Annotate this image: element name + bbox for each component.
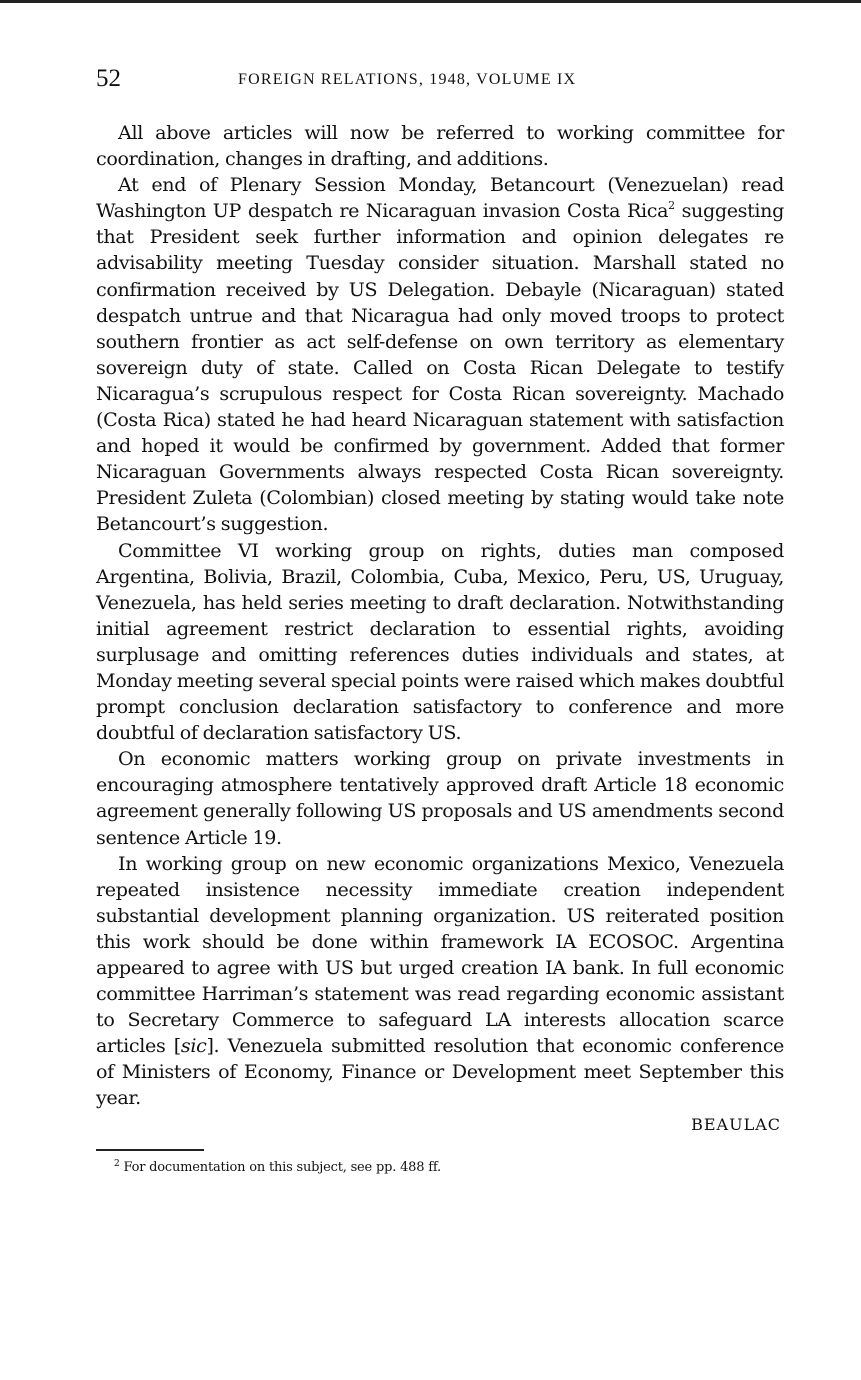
paragraph-1: All above articles will now be referred to working committee for coordination, changes in drafting, and additions. [96, 121, 784, 171]
paragraph-2-text-a: At end of Plenary Session Monday, Betancourt (Venezuelan) read Washington UP despatch re Nicaraguan invasion Costa Rica [96, 173, 784, 223]
signature: BEAULAC [691, 1114, 781, 1134]
paragraph-4: On economic matters working group on private investments in encouraging atmosphere tentatively approved draft Article 18 economic agreement generally following US proposals and US amendments second sentence Article 19. [96, 747, 784, 849]
sic-annotation: sic [180, 1034, 207, 1058]
paragraph-3: Committee VI working group on rights, duties man composed Argentina, Bolivia, Brazil, Colombia, Cuba, Mexico, Peru, US, Uruguay, Venezuela, has held series meeting to draft declaration. Notwithstanding initial agreement restrict declaration to essential rights, avoiding surplusage and omitting references duties individuals and states, at Monday meeting several special points were raised which makes doubtful prompt conclusion declaration satisfactory to conference and more doubtful of declaration satisfactory US. [96, 538, 784, 745]
paragraph-2-text-b: suggesting that President seek further information and opinion delegates re advisability meeting Tuesday consider situation. Marshall stated no confirmation received by US Delegation. Debayle (Nicaraguan) stated despatch untrue and that Nicaragua had only moved troops to protect southern frontier as act self-defense on own territory as elementary sovereign duty of state. Called on Costa Rican Delegate to testify Nicaragua’s scrupulous respect for Costa Rican sovereignty. Machado (Costa Rica) stated he had heard Nicaraguan statement with satisfaction and hoped it would be confirmed by government. Added that former Nicaraguan Governments always respected Costa Rican sovereignty. President Zuleta (Colombian) closed meeting by stating would take note Betancourt’s suggestion. [96, 199, 785, 536]
paragraph-5 [96, 851, 784, 1112]
running-title: FOREIGN RELATIONS, 1948, VOLUME IX [238, 71, 577, 88]
footnote-text: For documentation on this subject, see pp. 488 ff. [123, 1159, 441, 1175]
paragraph-2 [96, 172, 784, 537]
footnote-marker: 2 [114, 1158, 120, 1169]
paragraph-5-text-a: In working group on new economic organizations Mexico, Venezuela repeated insistence necessity immediate creation independent substantial development planning organization. US reiterated position this work should be done within framework IA ECOSOC. Argentina appeared to agree with US but urged creation IA bank. In full economic committee Harriman’s statement was read regarding economic assistant to Secretary Commerce to safeguard LA interests allocation scarce articles [ [96, 851, 784, 1058]
paragraph-5-text-b: ]. Venezuela submitted resolution that economic conference of Ministers of Economy, Finance or Development meet September this year. [96, 1034, 784, 1110]
page-number: 52 [96, 65, 121, 92]
top-edge-rule [0, 0, 861, 3]
footnote-divider [96, 1149, 204, 1151]
footnote-reference: 2 [668, 199, 675, 213]
running-header [96, 64, 784, 94]
document-page [96, 64, 784, 1177]
footnote [96, 1159, 784, 1177]
body-text [96, 120, 784, 1112]
